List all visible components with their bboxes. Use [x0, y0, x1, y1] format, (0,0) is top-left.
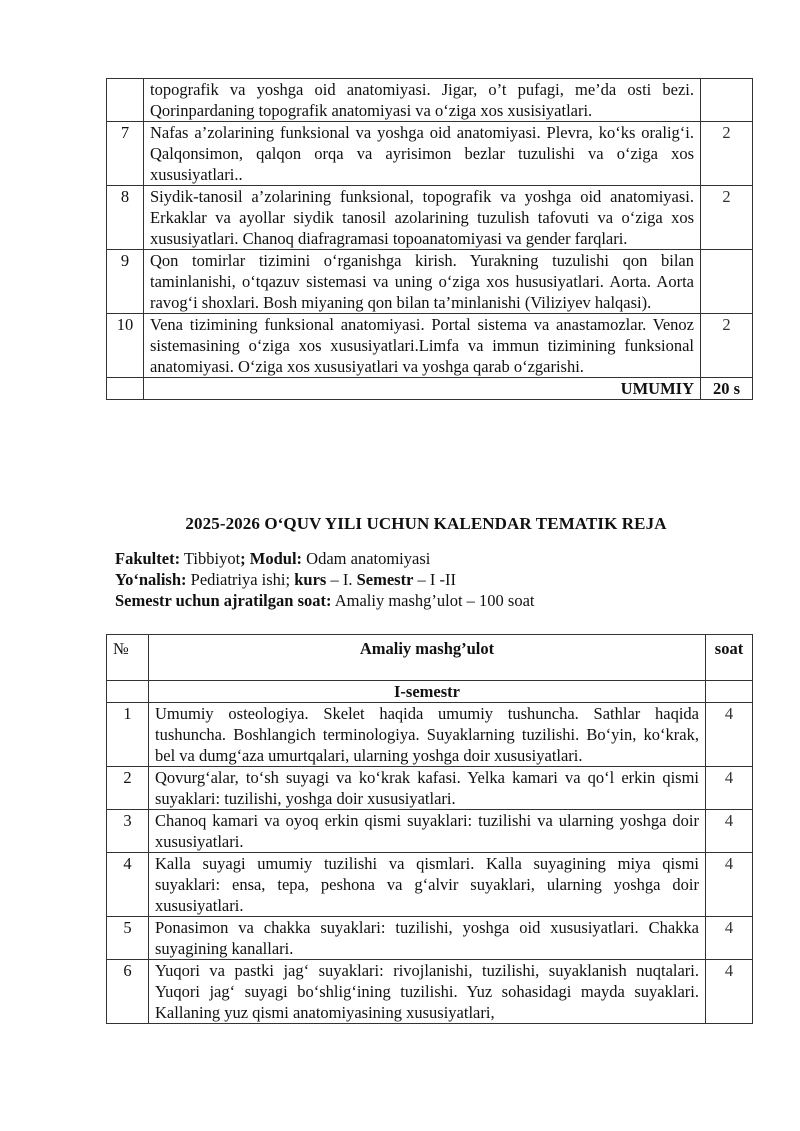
table-row [107, 250, 753, 314]
faculty-label: Fakultet: [115, 549, 181, 568]
row-topic: topografik va yoshga oid anatomiyasi. Jigar, o’t pufagi, me’da osti bezi. Qorinpardaning topografik anatomiyasi va o‘ziga xos xusisiyatlari. [144, 79, 701, 122]
header-number: № [107, 635, 149, 681]
row-topic: Nafas a’zolarining funksional va yoshga oid anatomiyasi. Plevra, ko‘ks oralig‘i. Qalqonsimon, qalqon orqa va ayrisimon bezlar tuzulishi va o‘ziga xos xususiyatlari.. [144, 122, 701, 186]
hours-label: Semestr uchun ajratilgan soat: [115, 591, 332, 610]
row-topic: Kalla suyagi umumiy tuzilishi va qismlari. Kalla suyagining miya qismi suyaklari: ensa, tepa, peshona va g‘alvir suyaklari, ularning yoshga doir xususiyatlari. [149, 853, 706, 917]
row-number [107, 79, 144, 122]
row-hours: 2 [701, 186, 753, 250]
direction-value: Pediatriya ishi; [190, 570, 291, 589]
row-topic: Ponasimon va chakka suyaklari: tuzilishi, yoshga oid xususiyatlari. Chakka suyagining kanallari. [149, 917, 706, 960]
header-title: Amaliy mashg’ulot [149, 635, 706, 681]
row-hours: 4 [706, 853, 753, 917]
info-line-faculty [115, 548, 535, 569]
row-number: 6 [107, 960, 149, 1024]
row-hours [701, 250, 753, 314]
table-row [107, 960, 753, 1024]
total-label: UMUMIY [144, 378, 701, 400]
table-row [107, 853, 753, 917]
row-hours: 4 [706, 960, 753, 1024]
semester-label: Semestr [356, 570, 414, 589]
course-label: kurs [294, 570, 327, 589]
row-hours [701, 79, 753, 122]
row-topic: Vena tizimining funksional anatomiyasi. Portal sistema va anastamozlar. Venoz sistemasining o‘ziga xos xususiyatlari.Limfa va immun tizimining funksional anatomiyasi. O‘ziga xos xususiyatlari va yoshga qarab o‘zgarishi. [144, 314, 701, 378]
semester-row [107, 681, 753, 703]
header-hours: soat [706, 635, 753, 681]
row-number: 3 [107, 810, 149, 853]
thematic-table-practical [106, 634, 753, 1024]
row-hours: 4 [706, 810, 753, 853]
row-number: 9 [107, 250, 144, 314]
table-row [107, 314, 753, 378]
row-topic: Qon tomirlar tizimini o‘rganishga kirish. Yurakning tuzulishi qon bilan taminlanishi, o‘tqazuv sistemasi va uning o‘ziga xos hususiyatlari. Aorta. Aorta ravog‘i shoxlari. Bosh miyaning qon bilan ta’minlanishi (Viliziyev halqasi). [144, 250, 701, 314]
semester-value: – I -II [417, 570, 457, 589]
table-row [107, 703, 753, 767]
row-number: 1 [107, 703, 149, 767]
table-row [107, 79, 753, 122]
row-topic: Yuqori va pastki jag‘ suyaklari: rivojlanishi, tuzilishi, suyaklanish nuqtalari. Yuqori jag‘ suyagi bo‘shlig‘ining tuzilishi. Yuz sohasidagi mayda suyaklari. Kallaning yuz qismi anatomiyasining xususiyatlari, [149, 960, 706, 1024]
row-number: 5 [107, 917, 149, 960]
table-row [107, 186, 753, 250]
info-line-direction [115, 569, 535, 590]
semester-label: I-semestr [149, 681, 706, 703]
semester-empty-cell [107, 681, 149, 703]
row-topic: Siydik-tanosil a’zolarining funksional, topografik va yoshga oid anatomiyasi. Erkaklar va ayollar siydik tanosil azolarining tuzulish tafovuti va o‘ziga xos xususiyatlari. Chanoq diafragramasi topoanatomiyasi va gender farqlari. [144, 186, 701, 250]
info-line-hours [115, 590, 535, 611]
thematic-table-lectures [106, 78, 753, 400]
row-hours: 2 [701, 314, 753, 378]
module-value: Odam anatomiyasi [306, 549, 431, 568]
direction-label: Yo‘nalish: [115, 570, 187, 589]
table-row [107, 917, 753, 960]
total-empty-cell [107, 378, 144, 400]
module-label: ; Modul: [240, 549, 303, 568]
semester-empty-cell [706, 681, 753, 703]
faculty-value: Tibbiyot [183, 549, 241, 568]
row-hours: 2 [701, 122, 753, 186]
row-number: 4 [107, 853, 149, 917]
row-topic: Chanoq kamari va oyoq erkin qismi suyaklari: tuzilishi va ularning yoshga doir xususiyatlari. [149, 810, 706, 853]
total-row [107, 378, 753, 400]
table-row [107, 767, 753, 810]
section-heading: 2025-2026 O‘QUV YILI UCHUN KALENDAR TEMATIK REJA [185, 514, 667, 533]
row-number: 8 [107, 186, 144, 250]
table-row [107, 810, 753, 853]
row-hours: 4 [706, 767, 753, 810]
row-topic: Qovurg‘alar, to‘sh suyagi va ko‘krak kafasi. Yelka kamari va qo‘l erkin qismi suyaklari: tuzilishi, yoshga doir xususiyatlari. [149, 767, 706, 810]
row-number: 2 [107, 767, 149, 810]
row-hours: 4 [706, 917, 753, 960]
table-header-row [107, 635, 753, 681]
row-number: 10 [107, 314, 144, 378]
total-value: 20 s [701, 378, 753, 400]
course-info [115, 548, 535, 611]
course-value: – I. [330, 570, 353, 589]
row-number: 7 [107, 122, 144, 186]
hours-value: Amaliy mashg’ulot – 100 soat [334, 591, 535, 610]
table-row [107, 122, 753, 186]
row-hours: 4 [706, 703, 753, 767]
row-topic: Umumiy osteologiya. Skelet haqida umumiy tushuncha. Sathlar haqida tushuncha. Boshlangich terminologiya. Suyaklarning tuzilishi. Bo‘yin, ko‘krak, bel va dumg‘aza umurtqalari, ularning yoshga doir xususiyatlari. [149, 703, 706, 767]
